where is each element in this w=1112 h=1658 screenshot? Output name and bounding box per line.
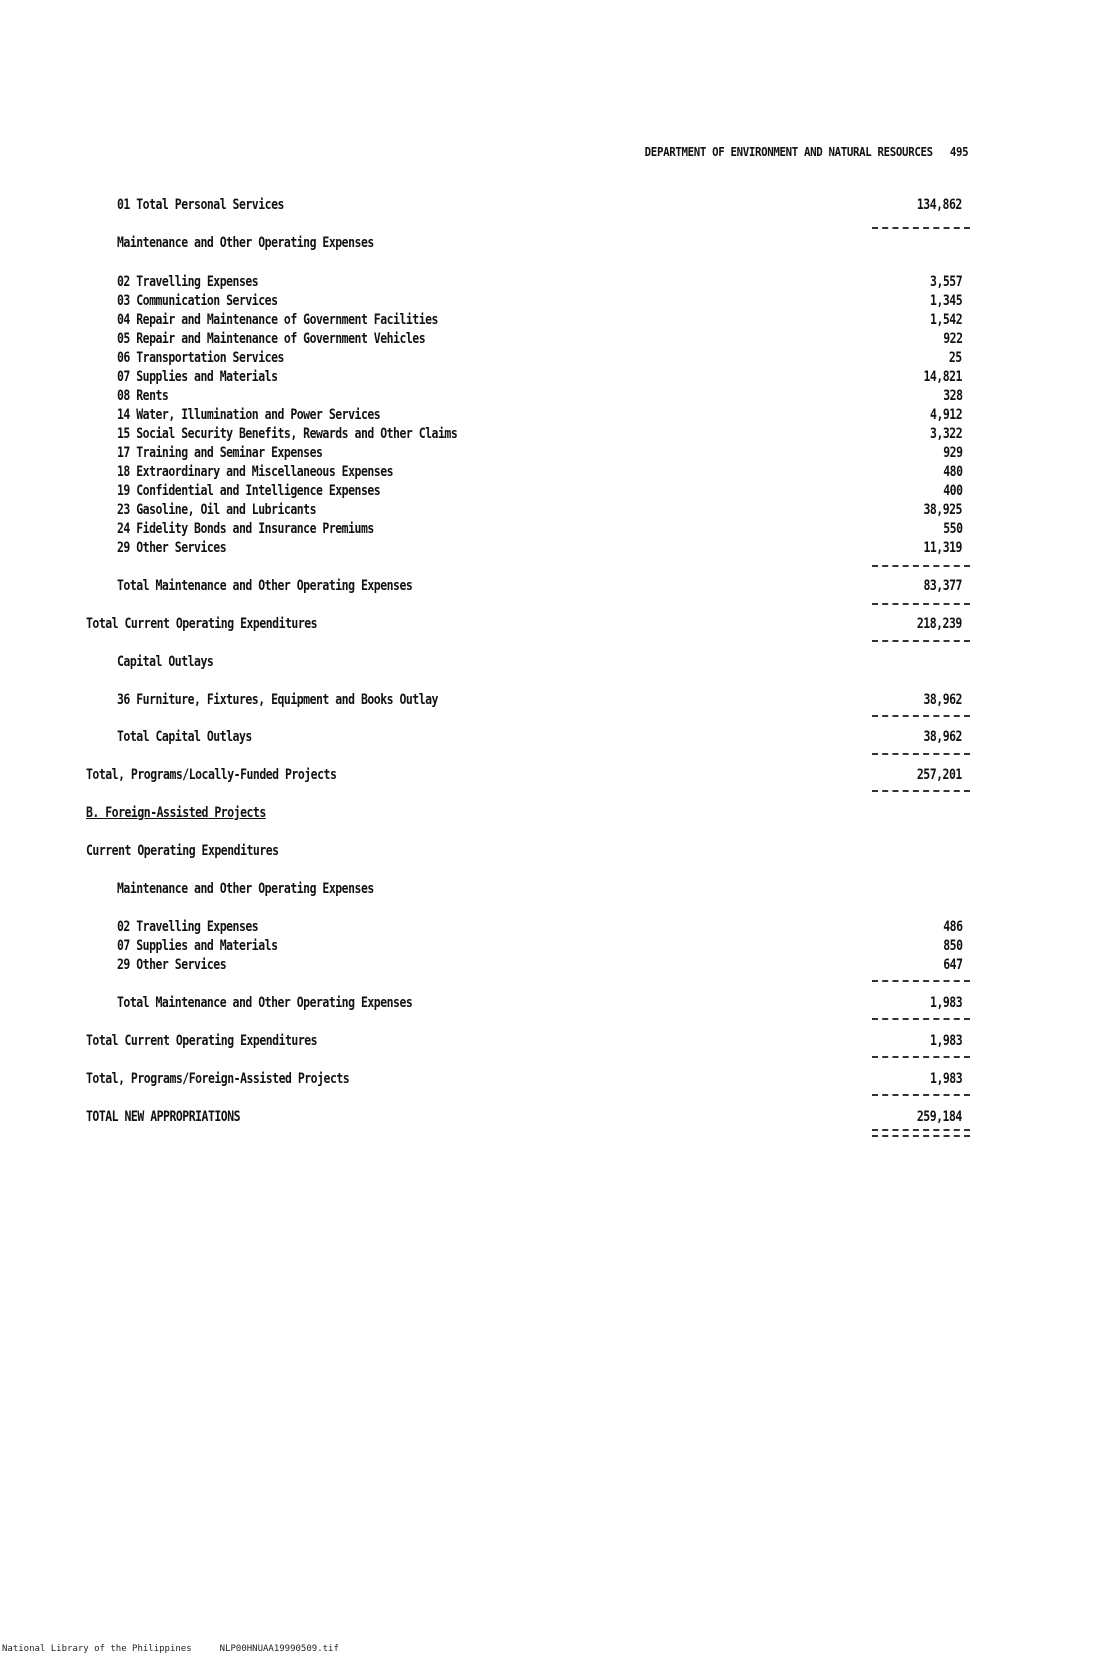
rule-line <box>872 753 970 755</box>
row-amount: 1,983 <box>929 1033 962 1049</box>
page-number: 495 <box>949 144 968 159</box>
table-row <box>0 292 1112 310</box>
rule-line <box>872 227 970 229</box>
table-row <box>0 444 1112 462</box>
row-label: 19 Confidential and Intelligence Expenses <box>117 483 381 499</box>
table-row <box>0 994 1112 1012</box>
table-row <box>0 539 1112 557</box>
row-amount: 486 <box>942 919 962 935</box>
row-label: 01 Total Personal Services <box>117 197 284 213</box>
row-label: Capital Outlays <box>117 654 214 670</box>
row-label: Total Maintenance and Other Operating Expenses <box>117 578 413 594</box>
table-row <box>0 804 1112 822</box>
rule-line <box>872 715 970 717</box>
row-label: Current Operating Expenditures <box>86 843 279 859</box>
table-row <box>0 482 1112 500</box>
table-row <box>0 368 1112 386</box>
table-row <box>0 520 1112 538</box>
rule-line <box>872 565 970 567</box>
row-amount: 550 <box>942 521 962 537</box>
rule-line <box>872 603 970 605</box>
table-row <box>0 196 1112 214</box>
row-label: 06 Transportation Services <box>117 350 284 366</box>
table-row <box>0 387 1112 405</box>
row-label: 17 Training and Seminar Expenses <box>117 445 323 461</box>
table-row <box>0 425 1112 443</box>
row-amount: 4,912 <box>929 407 962 423</box>
row-label: 02 Travelling Expenses <box>117 919 259 935</box>
page-header <box>644 144 968 159</box>
row-label: 36 Furniture, Fixtures, Equipment and Books Outlay <box>117 692 438 708</box>
row-amount: 1,983 <box>929 995 962 1011</box>
table-row <box>0 234 1112 252</box>
row-label: Total, Programs/Locally-Funded Projects <box>86 767 337 783</box>
row-amount: 480 <box>942 464 962 480</box>
rule-line <box>872 1056 970 1058</box>
table-row <box>0 463 1112 481</box>
row-amount: 38,962 <box>923 729 962 745</box>
row-label: 15 Social Security Benefits, Rewards and Other Claims <box>117 426 458 442</box>
row-label: 24 Fidelity Bonds and Insurance Premiums <box>117 521 374 537</box>
rule-line <box>872 640 970 642</box>
row-amount: 328 <box>942 388 962 404</box>
table-row <box>0 273 1112 291</box>
row-amount: 3,322 <box>929 426 962 442</box>
row-amount: 1,983 <box>929 1071 962 1087</box>
table-row <box>0 615 1112 633</box>
row-label: 29 Other Services <box>117 540 227 556</box>
row-amount: 218,239 <box>917 616 962 632</box>
row-label: 07 Supplies and Materials <box>117 938 278 954</box>
row-amount: 647 <box>942 957 962 973</box>
table-row <box>0 918 1112 936</box>
row-amount: 83,377 <box>923 578 962 594</box>
row-label: 03 Communication Services <box>117 293 278 309</box>
row-label: 02 Travelling Expenses <box>117 274 259 290</box>
table-row <box>0 406 1112 424</box>
rule-line <box>872 790 970 792</box>
row-amount: 257,201 <box>917 767 962 783</box>
table-row <box>0 349 1112 367</box>
row-label: 07 Supplies and Materials <box>117 369 278 385</box>
row-amount: 1,345 <box>929 293 962 309</box>
table-row <box>0 311 1112 329</box>
row-label: 23 Gasoline, Oil and Lubricants <box>117 502 317 518</box>
table-row <box>0 653 1112 671</box>
table-row <box>0 1070 1112 1088</box>
table-row <box>0 501 1112 519</box>
table-row <box>0 937 1112 955</box>
row-amount: 400 <box>942 483 962 499</box>
library-name: National Library of the Philippines <box>2 1644 192 1654</box>
table-row <box>0 766 1112 784</box>
row-label: 29 Other Services <box>117 957 227 973</box>
row-amount: 1,542 <box>929 312 962 328</box>
row-amount: 11,319 <box>923 540 962 556</box>
file-id: NLP00HNUAA19990509.tif <box>219 1644 339 1654</box>
row-label: 08 Rents <box>117 388 169 404</box>
row-label: Maintenance and Other Operating Expenses <box>117 881 374 897</box>
row-amount: 134,862 <box>917 197 962 213</box>
row-amount: 25 <box>949 350 962 366</box>
table-row <box>0 330 1112 348</box>
table-row <box>0 691 1112 709</box>
row-label: B. Foreign-Assisted Projects <box>86 805 266 821</box>
row-label: TOTAL NEW APPROPRIATIONS <box>86 1109 241 1125</box>
row-label: Total Capital Outlays <box>117 729 252 745</box>
row-label: 14 Water, Illumination and Power Services <box>117 407 381 423</box>
department-title: DEPARTMENT OF ENVIRONMENT AND NATURAL RESOURCES <box>644 144 933 159</box>
row-amount: 922 <box>942 331 962 347</box>
table-row <box>0 577 1112 595</box>
table-row <box>0 1032 1112 1050</box>
rule-line <box>872 1018 970 1020</box>
row-amount: 38,925 <box>923 502 962 518</box>
row-label: Total Current Operating Expenditures <box>86 616 318 632</box>
row-amount: 38,962 <box>923 692 962 708</box>
row-label: Maintenance and Other Operating Expenses <box>117 235 374 251</box>
row-amount: 929 <box>942 445 962 461</box>
rule-line <box>872 1094 970 1096</box>
row-label: 05 Repair and Maintenance of Government Vehicles <box>117 331 426 347</box>
row-label: Total, Programs/Foreign-Assisted Projects <box>86 1071 350 1087</box>
table-row <box>0 956 1112 974</box>
row-label: 04 Repair and Maintenance of Government Facilities <box>117 312 438 328</box>
table-row <box>0 880 1112 898</box>
rule-line <box>872 980 970 982</box>
row-amount: 14,821 <box>923 369 962 385</box>
row-label: Total Current Operating Expenditures <box>86 1033 318 1049</box>
table-row <box>0 728 1112 746</box>
table-row <box>0 842 1112 860</box>
row-amount: 850 <box>942 938 962 954</box>
double-rule-line <box>872 1129 970 1137</box>
footer <box>2 1644 339 1654</box>
table-row <box>0 1108 1112 1126</box>
row-label: 18 Extraordinary and Miscellaneous Expenses <box>117 464 394 480</box>
row-label: Total Maintenance and Other Operating Expenses <box>117 995 413 1011</box>
row-amount: 3,557 <box>929 274 962 290</box>
row-amount: 259,184 <box>917 1109 962 1125</box>
